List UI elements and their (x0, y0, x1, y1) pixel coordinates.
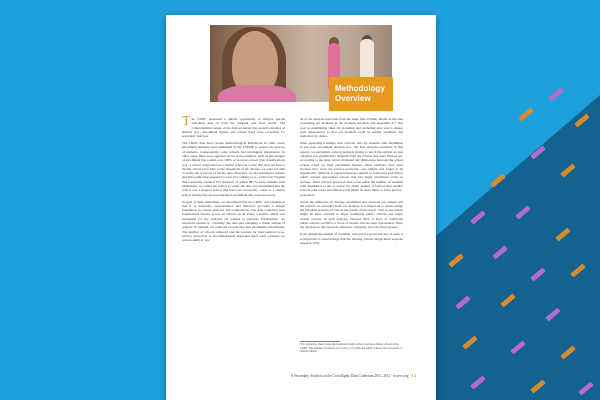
footnote: *In a reference, these totals: the traditional public schools and non-charter schools in the CRDC. The number of schools were privacy of traditional public schools and a program of charter schools. (300, 343, 402, 354)
paragraph: Even though the sample of available, non-privacy-protected data is used, it is important to acknowledge that the missing schools might merit separate research. Why (300, 232, 403, 245)
photo-girl-shirt (218, 85, 296, 102)
section-title-box (329, 77, 393, 111)
paragraph: In spite of these limitations, we determined that the CRDC was valuable in that it is nationally representative and therefore provides a unique foundation for future analyses and comparisons. The data collection uses standardized metrics across all schools in all states, a feature which was invaluable for the analyses we wanted to perform. Furthermore, we exercised caution in "cleaning" the data and obtaining a viable sample of schools. In general, we removed records that had incomplete information. The number of schools removed and the reasons for their removal (e.g., privacy protection or incompleteness) depended upon what variables we were looking at; not (182, 199, 285, 243)
page-number: 13 (411, 373, 416, 378)
document-page (166, 15, 436, 400)
paragraph: all of the analyses used data from the same files. Further details on the data processing are included in the in-depth Analysis and Appendix A.* Our goal in establishing rules for including and excluding data was to ensure total transparency so that our methods could be readily examined and replicated by others. (300, 117, 403, 139)
paragraph: After separating a sample with concrete data for students with disabilities in the state enrollment analysis (i.e., the first analysis presented in this report), we performed some hypothesis testing to see if the sample we had obtained was significantly different from the schools that were filtered out. According to the tests, which evaluated any differences between the school groups based on total enrollment figures—these numbers were used because they were not privacy-protected—our sample was found to be significantly different. It appeared that the sample of traditional and charter public schools represented schools that had larger enrollment totals on average. Since privacy-protected data occur when the number of students with disabilities is ten or below for either gender, it follows that smaller schools with lower enrollment totals might be more likely to have privacy-protection. (300, 141, 403, 197)
paragraph: Given the difference in average enrollment size between our sample and the schools we excluded from our analysis, it is important to acknowledge the potential presence of bias in the results of this report. That is, the results might be more relevant to larger traditional public schools and larger charter schools. In each analysis, between 80% or more of traditional public schools and 80% or more of charter schools were represented. Thus, the analyses in this report do reference a majority in both school groups. (300, 199, 403, 230)
paragraph-text: he CRDC presented a unique opportunity to analyze special education data at both the national and state levels. The comprehensive nature of the data set meant that several variables of interest (e.g., enrollment figures and school type) were accessible for secondary analyses. (182, 117, 285, 139)
section-title-line1: Methodology (335, 84, 385, 93)
paragraph (182, 114, 285, 139)
drop-cap: T (182, 114, 191, 129)
page-footer (226, 373, 416, 379)
section-title-line2: Overview (335, 94, 371, 103)
paragraph: The CRDC does have certain methodological limitations. In some cases, enrollment numbers were unmarked by the USDOE to protect the privacy of students. Consequently, some schools had incomplete information. In other cases, there were apparent errors in the numbers, such as percentages of enrollment that totaled over 100% or incorrect school type classifications (e.g., a school categorized as a charter school in a state that does not have a charter school law). Due to the magnitude of the dataset, we were not able to verify the accuracy of all the data. However, we did investigate outliers and data points that appeared to lack face validity (e.g., a school in Virginia that reportedly enrolled 573 students, of which 98.7% were students with disabilities; we called the school to verify the data and determined that the school was a magnet school that had been incorrectly coded as a charter school and that the special education enrollment data were incorrect). (182, 141, 286, 197)
footer-text: A Secondary Analysis of the Civil Rights Data Collection 2011–2012 · ncsecs.org (290, 374, 409, 378)
footnote-divider (300, 341, 340, 342)
left-text-column (182, 114, 286, 245)
right-text-column (300, 117, 403, 248)
